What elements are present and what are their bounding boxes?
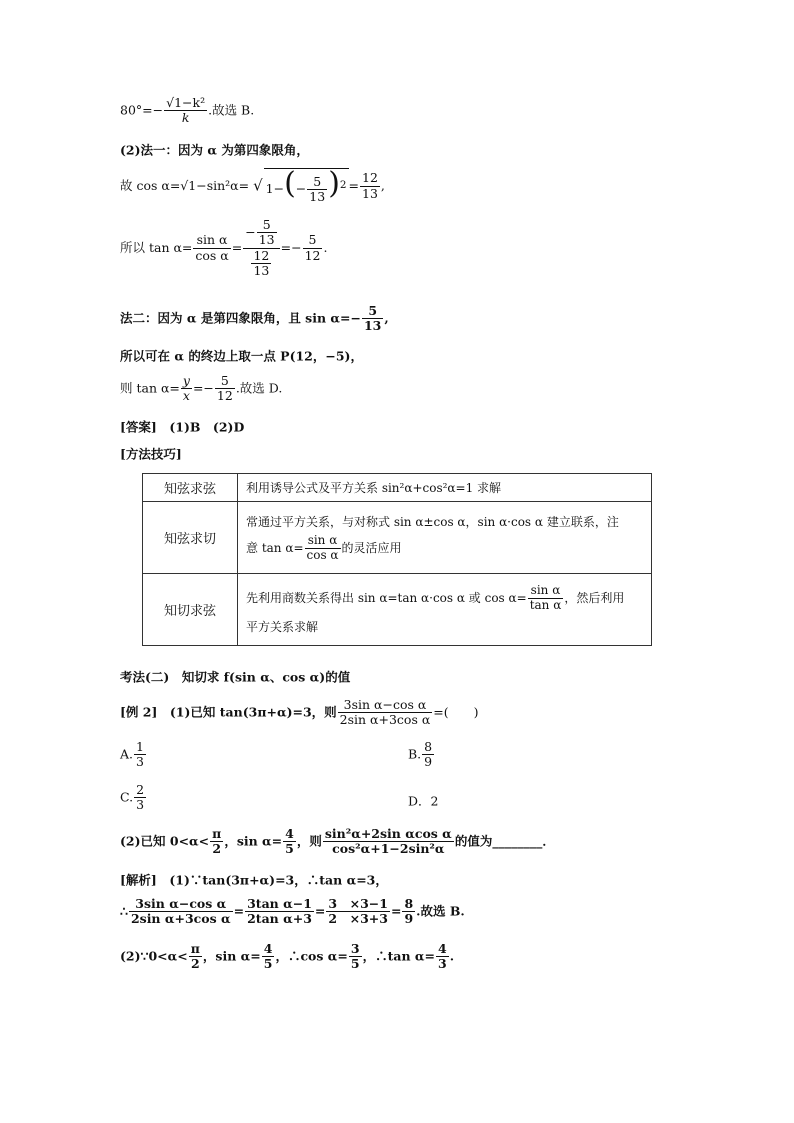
- fraction: [360, 171, 380, 201]
- numerator: sin α: [196, 232, 228, 248]
- fraction: [189, 942, 202, 972]
- numerator: 3 ×3−1: [328, 896, 388, 911]
- line-7: [120, 374, 282, 404]
- fraction: [528, 584, 564, 613]
- text: ，sin α=: [202, 948, 261, 964]
- fraction: [362, 304, 383, 334]
- text: ，然后利用: [564, 590, 625, 605]
- fraction: [134, 783, 146, 813]
- fraction: [245, 897, 314, 927]
- table-row: [143, 574, 652, 646]
- denominator: 2sin α+3cos α: [339, 712, 431, 728]
- text: .: [323, 240, 328, 255]
- denominator: tan α: [529, 597, 562, 612]
- text: .故选 D.: [235, 380, 283, 396]
- table-key: 知切求弦: [143, 574, 238, 646]
- text: ，∴cos α=: [275, 948, 348, 964]
- example-2-question-2: [120, 827, 555, 857]
- fraction: [251, 249, 271, 279]
- text: .故选 B.: [208, 102, 255, 118]
- text: =: [233, 903, 245, 919]
- denominator: 13: [253, 263, 270, 279]
- denominator: 12: [304, 247, 321, 263]
- text: 故 cos α=√1−sin²α=: [120, 177, 250, 193]
- line-2: [120, 144, 309, 157]
- radicand: [264, 168, 349, 204]
- denominator: cos α: [306, 547, 339, 562]
- numerator: 5: [262, 217, 271, 232]
- denominator: 2: [189, 956, 202, 971]
- text: [方法技巧]: [120, 446, 182, 462]
- denominator: 3: [136, 754, 144, 770]
- numerator: π: [212, 826, 222, 841]
- text-with-fraction: [246, 534, 643, 563]
- numerator: 2: [136, 782, 145, 797]
- numerator: 4: [285, 826, 294, 841]
- fraction: [283, 827, 296, 857]
- numerator: 8: [404, 896, 414, 911]
- denominator: 5: [263, 956, 273, 972]
- text: A.: [120, 746, 134, 762]
- numerator: [243, 218, 279, 248]
- fraction: [210, 827, 223, 857]
- text: −: [245, 224, 256, 240]
- numerator: sin α: [307, 532, 338, 547]
- fraction: [262, 942, 275, 972]
- line-3: [120, 168, 385, 204]
- section-title: [120, 671, 350, 684]
- text: ,: [384, 310, 389, 326]
- denominator: cos α: [195, 247, 229, 263]
- fraction: [402, 897, 415, 927]
- text: =−: [280, 240, 302, 255]
- text: C.: [120, 789, 134, 805]
- text: 80°=−: [120, 102, 164, 118]
- text: (2)法一：因为 α 为第四象限角，: [120, 142, 309, 158]
- denominator: 12: [216, 388, 233, 404]
- line-4: [120, 218, 327, 279]
- text: B.: [408, 746, 422, 762]
- fraction: [307, 175, 327, 205]
- method-title: [120, 448, 182, 461]
- text: 先利用商数关系得出 sin α=tan α·cos α 或 cos α=: [246, 590, 527, 605]
- text: 平方关系求解: [246, 620, 319, 635]
- example-2-question-1: [120, 698, 479, 728]
- text: (2)已知 0<α<: [120, 833, 210, 849]
- numerator: 3sin α−cos α: [343, 697, 427, 712]
- text: D．2: [408, 793, 439, 809]
- text: ，∴tan α=: [362, 948, 435, 964]
- numerator: 5: [368, 303, 378, 318]
- text: =( ): [433, 704, 479, 720]
- text: 1−: [265, 181, 285, 196]
- table-value: 利用诱导公式及平方关系 sin²α+cos²α=1 求解: [238, 474, 652, 502]
- table-row: [143, 502, 652, 574]
- denominator: 13: [258, 232, 275, 248]
- exponent: 2: [339, 178, 347, 191]
- fraction: [338, 698, 433, 728]
- denominator: 13: [309, 189, 326, 204]
- numerator: sin²α+2sin αcos α: [324, 826, 452, 841]
- fraction: [326, 897, 390, 927]
- fraction: [181, 374, 192, 404]
- numerator: 12: [253, 247, 270, 263]
- text: 法二：因为 α 是第四象限角，且 sin α=−: [120, 310, 361, 326]
- table-row: [143, 474, 652, 502]
- fraction: [422, 740, 434, 770]
- paren-right: ): [328, 166, 340, 201]
- fraction: [164, 96, 207, 126]
- numerator: 4: [437, 941, 447, 956]
- denominator: 9: [424, 754, 433, 770]
- text: [解析] (1)∵tan(3π+α)=3，∴tan α=3，: [120, 872, 388, 888]
- text: ，sin α=: [224, 833, 283, 849]
- denominator: x: [182, 388, 190, 404]
- solution-line-1: [120, 874, 388, 887]
- fraction: [215, 374, 235, 404]
- table-value: [238, 574, 652, 646]
- answer-line: [120, 421, 244, 434]
- denominator: 2sin α+3cos α: [130, 911, 231, 927]
- text: −: [295, 181, 307, 196]
- text: [例 2] (1)已知 tan(3π+α)=3，则: [120, 704, 337, 720]
- denominator: 3: [437, 956, 447, 972]
- option-c: [120, 783, 147, 813]
- text-with-fraction: [246, 584, 643, 613]
- numerator: 1: [136, 739, 144, 754]
- numerator: π: [190, 941, 200, 956]
- numerator: y: [182, 373, 190, 388]
- fraction: [349, 942, 362, 972]
- text: 所以 tan α=: [120, 240, 193, 255]
- fraction: [193, 233, 230, 263]
- text: =: [348, 177, 360, 193]
- numerator: 3: [350, 941, 360, 956]
- line-6: [120, 350, 363, 363]
- numerator: 4: [263, 941, 273, 956]
- denominator: k: [164, 110, 207, 125]
- denominator: 5: [285, 841, 294, 857]
- fraction: [303, 233, 323, 263]
- denominator: 2 ×3+3: [328, 911, 388, 927]
- text: ,: [380, 177, 385, 193]
- text: 的值为________．: [454, 833, 555, 849]
- denominator: 9: [404, 911, 414, 927]
- numerator: 12: [362, 170, 378, 186]
- text: .: [449, 948, 455, 964]
- denominator: 3: [136, 797, 145, 813]
- denominator: 2tan α+3: [247, 911, 312, 927]
- text: (2)∵0<α<: [120, 948, 188, 964]
- denominator: 5: [350, 956, 360, 972]
- fraction: [436, 942, 449, 972]
- denominator: [243, 248, 279, 279]
- text: =: [314, 903, 326, 919]
- text: =−: [192, 380, 214, 396]
- radical-sign: √: [253, 176, 263, 195]
- numerator: 8: [424, 739, 433, 754]
- method-table: [142, 473, 652, 646]
- text: ∴: [120, 903, 128, 919]
- text: =: [390, 903, 402, 919]
- option-a: [120, 740, 147, 770]
- denominator: 13: [362, 185, 378, 201]
- numerator: 5: [220, 373, 229, 388]
- text: ，则: [296, 833, 322, 849]
- table-key: 知弦求弦: [143, 474, 238, 502]
- table-key: 知弦求切: [143, 502, 238, 574]
- fraction: [129, 897, 233, 927]
- numerator: 5: [313, 173, 322, 189]
- text: .故选 B.: [416, 903, 465, 919]
- line-1: [120, 96, 254, 126]
- denominator: 2: [210, 841, 223, 856]
- solution-line-2: [120, 897, 465, 927]
- text: 的灵活应用: [341, 540, 402, 555]
- text: 考法(二) 知切求 f(sin α、cos α)的值: [120, 669, 351, 685]
- option-d: [408, 795, 438, 808]
- fraction: [323, 827, 454, 857]
- text: [答案] (1)B (2)D: [120, 419, 245, 435]
- text: =: [231, 240, 243, 255]
- numerator: 3tan α−1: [247, 896, 312, 911]
- numerator: 3sin α−cos α: [135, 896, 227, 911]
- table-value: [238, 502, 652, 574]
- fraction: [257, 218, 277, 248]
- fraction: [305, 534, 341, 563]
- fraction: [134, 740, 146, 770]
- paren-left: (: [284, 166, 296, 201]
- denominator: 13: [363, 318, 382, 334]
- text: 所以可在 α 的终边上取一点 P(12，−5)，: [120, 348, 363, 364]
- numerator: 5: [308, 232, 317, 248]
- numerator: sin α: [530, 582, 561, 597]
- text: 意 tan α=: [246, 540, 304, 555]
- solution-line-3: [120, 942, 454, 972]
- compound-fraction: [243, 218, 279, 279]
- line-5: [120, 304, 389, 334]
- text: 常通过平方关系，与对称式 sin α±cos α，sin α·cos α 建立联系，注: [246, 514, 619, 529]
- option-b: [408, 740, 435, 770]
- denominator: cos²α+1−2sin²α: [323, 841, 454, 856]
- numerator: √1−k²: [166, 95, 206, 110]
- text: 则 tan α=: [120, 380, 180, 396]
